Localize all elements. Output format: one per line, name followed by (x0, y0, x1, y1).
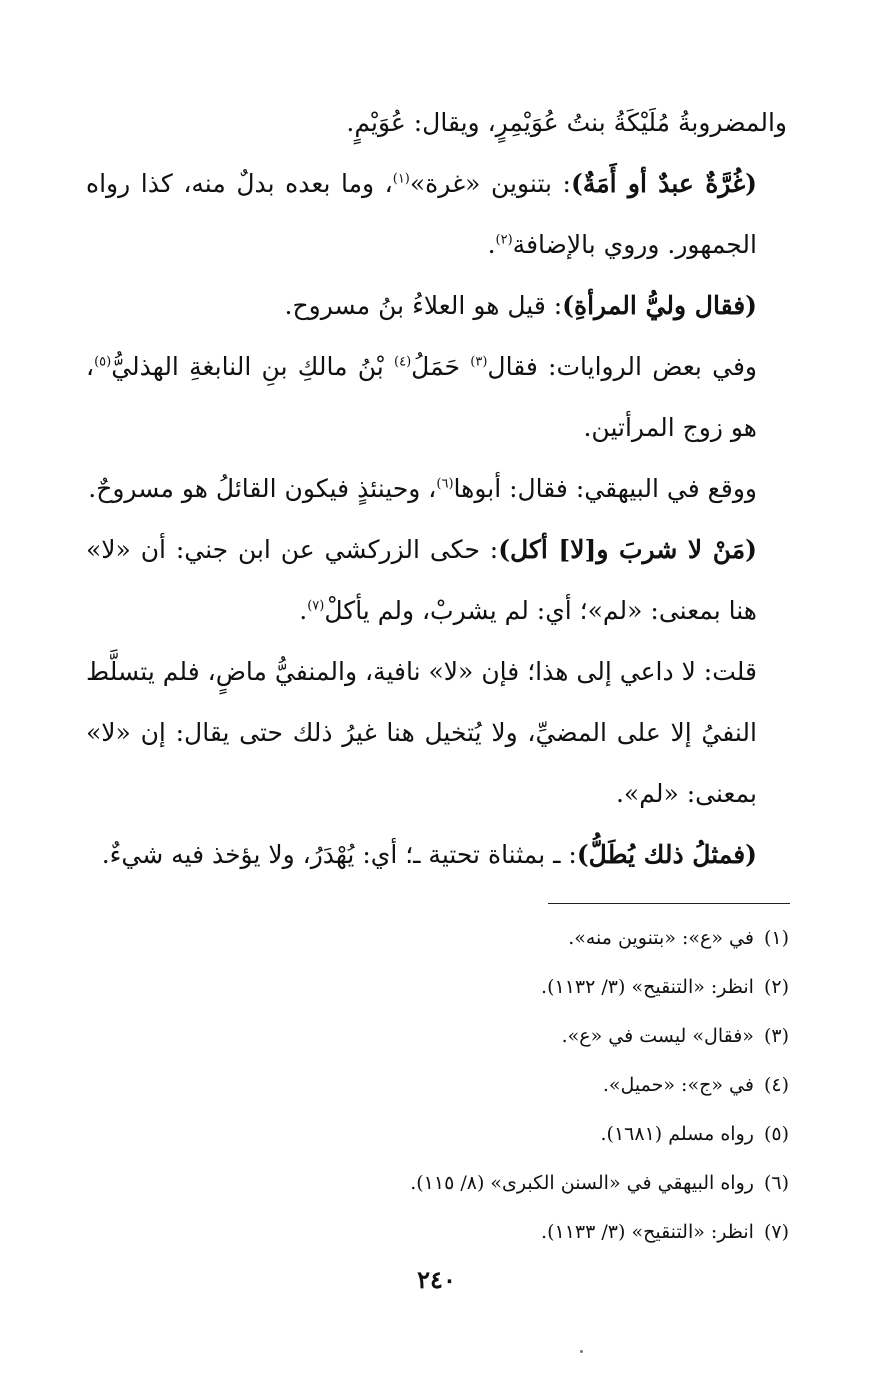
paragraph (86, 92, 787, 153)
quoted-phrase: (مَنْ لا شربَ و[لا] أكل) (498, 535, 757, 564)
footnote-marker: (٣) (470, 354, 488, 370)
footnote-text: رواه البيهقي في «السنن الكبرى» (٨/ ١١٥). (410, 1172, 754, 1194)
commentary-text: بْنُ مالكِ بنِ النابغةِ الهذليُّ (111, 352, 395, 381)
footnote-marker: (٤) (394, 354, 412, 370)
paragraph (86, 336, 787, 458)
paragraph (86, 275, 787, 336)
footnote-number: (٦) (763, 1172, 789, 1194)
footnote (86, 1208, 789, 1257)
paragraph (86, 519, 787, 641)
commentary-text: : حكى الزركشي عن ابن جني: أن «لا» هنا بمعنى: «لم»؛ أي: لم يشربْ، ولم يأكلْ (86, 535, 757, 625)
footnote (86, 1061, 789, 1110)
footnote-number: (٤) (763, 1074, 789, 1096)
quoted-phrase: (غُرَّةٌ عبدٌ أو أَمَةٌ) (570, 169, 757, 198)
commentary-text: ، وما بعده بدلٌ منه، كذا رواه الجمهور. وروي بالإضافة (86, 169, 757, 259)
footnote-number: (٥) (763, 1123, 789, 1145)
paragraph (86, 641, 787, 824)
footnote (86, 963, 789, 1012)
footnote-text: في «ع»: «بتنوين منه». (568, 927, 754, 949)
footnote-number: (١) (763, 927, 789, 949)
commentary-text: . (487, 230, 496, 259)
footnote-marker: (٧) (307, 598, 325, 614)
footnotes (86, 914, 789, 1257)
commentary-text: قلت: لا داعي إلى هذا؛ فإن «لا» نافية، والمنفيُّ ماضٍ، فلم يتسلَّط النفيُ إلا على المضيِّ، ولا يُتخيل هنا غيرُ ذلك حتى يقال: إن «لا» بمعنى: «لم». (86, 657, 757, 808)
footnote-marker: (٥) (94, 354, 112, 370)
commentary-text: ، وحينئذٍ فيكون القائلُ هو مسروحٌ. (88, 474, 437, 503)
commentary-text: : قيل هو العلاءُ بنُ مسروح. (284, 291, 563, 320)
footnote-marker: (١) (392, 171, 410, 187)
main-text (86, 92, 787, 885)
commentary-text: وفي بعض الروايات: فقال (487, 352, 757, 381)
footnote-marker: (٢) (495, 232, 513, 248)
footnote (86, 1110, 789, 1159)
commentary-text: والمضروبةُ مُلَيْكَةُ بنتُ عُوَيْمِرٍ، ويقال: عُوَيْمٍ. (346, 108, 787, 137)
footnote-divider (548, 903, 790, 904)
commentary-text: ووقع في البيهقي: فقال: أبوها (453, 474, 757, 503)
paragraph (86, 458, 787, 519)
commentary-text: . (299, 596, 308, 625)
commentary-text: حَمَلُ (411, 352, 471, 381)
quoted-phrase: (فقال وليُّ المرأةِ) (562, 291, 757, 320)
paragraph (86, 824, 787, 885)
footnote-number: (٧) (763, 1221, 789, 1243)
footnote-text: انظر: «التنقيح» (٣/ ١١٣٢). (541, 976, 754, 998)
commentary-text: : بتنوين «غرة» (409, 169, 571, 198)
quoted-phrase: (فمثلُ ذلك يُطَلُّ) (576, 840, 757, 869)
footnote (86, 1159, 789, 1208)
footnote-text: انظر: «التنقيح» (٣/ ١١٣٣). (541, 1221, 754, 1243)
scan-speck (580, 1350, 583, 1353)
footnote-text: رواه مسلم (١٦٨١). (600, 1123, 754, 1145)
footnote-number: (٢) (763, 976, 789, 998)
paragraph (86, 153, 787, 275)
footnote (86, 1012, 789, 1061)
footnote-number: (٣) (763, 1025, 789, 1047)
footnote-marker: (٦) (436, 476, 454, 492)
footnote (86, 914, 789, 963)
commentary-text: ، هو زوج المرأتين. (86, 352, 757, 442)
footnote-text: في «ج»: «حميل». (602, 1074, 754, 1096)
page-number: ٢٤٠ (417, 1265, 456, 1294)
footnote-text: «فقال» ليست في «ع». (561, 1025, 754, 1047)
commentary-text: : ـ بمثناة تحتية ـ؛ أي: يُهْدَرُ، ولا يؤخذ فيه شيءٌ. (101, 840, 577, 869)
